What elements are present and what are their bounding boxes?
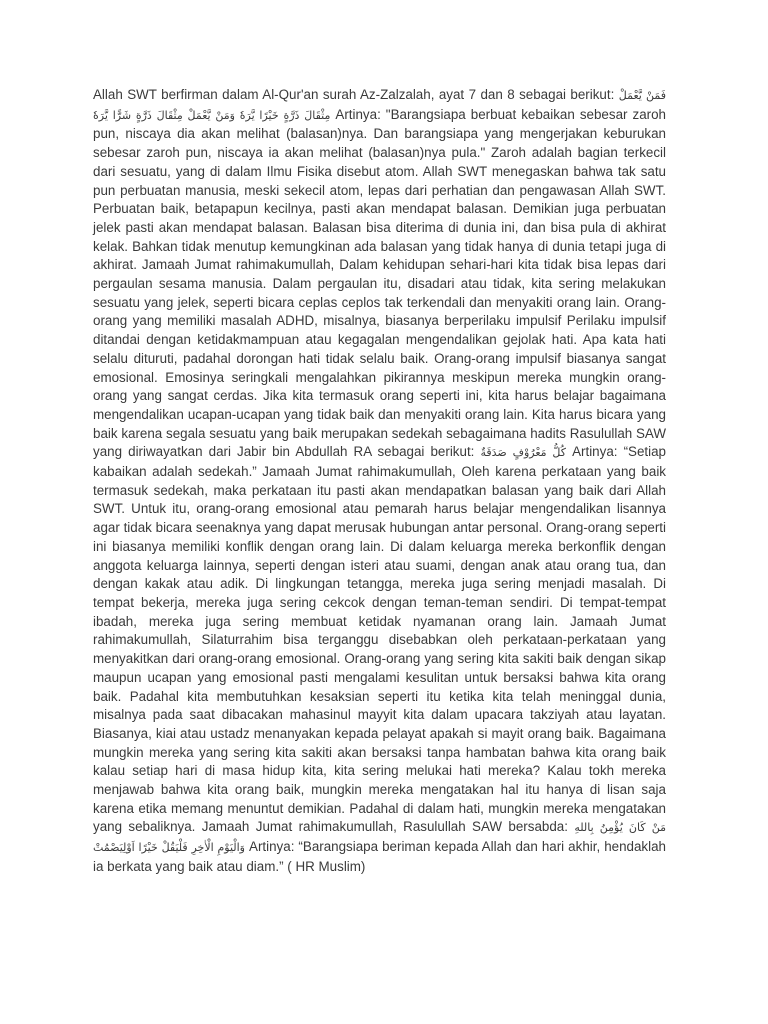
closing-text: Artinya: “Barangsiapa beriman kepada Allah dan hari akhir, hendaklah ia berkata yang baik atau diam.” ( HR Muslim) [93, 839, 666, 874]
hadith-translation-text: Artinya: “Setiap kabaikan adalah sedekah.” Jamaah Jumat rahimakumullah, Oleh karena perkataan yang baik termasuk sedekah, maka perkataan itu pasti akan mendapatkan balasan yang baik dari Allah SWT. Untuk itu, orang-orang emosional atau pemarah harus belajar mengendalikan lisannya agar tidak bicara seenaknya yang dapat merusak hubungan antar personal. Orang-orang seperti ini biasanya memiliki konflik dengan orang lain. Di dalam keluarga mereka berkonflik dengan anggota keluarga lainnya, seperti dengan isteri atau suami, dengan anak atau orang tua, dan dengan kakak atau adik. Di lingkungan tetangga, mereka juga sering menjadi masalah. Di tempat bekerja, mereka juga sering cekcok dengan teman-teman sendiri. Di tempat-tempat ibadah, mereka juga sering membuat ketidak nyamanan orang lain. Jamaah Jumat rahimakumullah, Silaturrahim bisa terganggu disebabkan oleh perkataan-perkataan yang menyakitkan dari orang-orang emosional. Orang-orang yang sering kita sakiti baik dengan sikap maupun ucapan yang emosional pasti mengalami kesulitan untuk bersaksi bahwa kita orang baik. Padahal kita membutuhkan kesaksian seperti itu ketika kita telah meninggal dunia, misalnya pada saat dibacakan mahasinul mayyit kita dalam upacara takziyah atau layatan. Biasanya, kiai atau ustadz menanyakan kepada pelayat apakah si mayit orang baik. Bagaimana mungkin mereka yang sering kita sakiti akan bersaksi tanpa hambatan bahwa kita orang baik kalau setiap hari di masa hidup kita, kita sering melukai hati mereka? Kalau tokh mereka menjawab bahwa kita orang baik, mungkin mereka mengatakan hal itu hanya di lisan saja karena etika memang menuntut demikian. Padahal di dalam hati, mungkin mereka mengatakan yang sebaliknya. Jamaah Jumat rahimakumullah, Rasulullah SAW bersabda: [93, 444, 666, 835]
sermon-paragraph [93, 86, 666, 877]
document-page [93, 86, 666, 877]
arabic-verse-zalzalah: فَمَنْ يَّعْمَلْ مِثْقَالَ ذَرَّةٍ خَيْرًا يَّرَهٗ وَمَنْ يَّعْمَلْ مِثْقَالَ ذَرَّةٍ شَرًّا يَّرَهٗ [93, 89, 666, 122]
verse-translation-text: Artinya: "Barangsiapa berbuat kebaikan sebesar zaroh pun, niscaya dia akan melihat (balasan)nya. Dan barangsiapa yang mengerjakan keburukan sebesar zaroh pun, niscaya ia akan melihat (balasan)nya pula." Zaroh adalah bagian terkecil dari sesuatu, yang di dalam Ilmu Fisika disebut atom. Allah SWT menegaskan bahwa tak satu pun perbuatan manusia, meski sekecil atom, lepas dari perhatian dan pengawasan Allah SWT. Perbuatan baik, betapapun kecilnya, pasti akan mendapat balasan. Demikian juga perbuatan jelek pasti akan mendapat balasan. Balasan bisa diterima di dunia ini, dan bisa pula di akhirat kelak. Bahkan tidak menutup kemungkinan ada balasan yang tidak hanya di dunia tetapi juga di akhirat. Jamaah Jumat rahimakumullah, Dalam kehidupan sehari-hari kita tidak bisa lepas dari pergaulan sesama manusia. Dalam pergaulan itu, disadari atau tidak, kita sering melakukan sesuatu yang jelek, seperti bicara ceplas ceplos tak terkendali dan menyakiti orang lain. Orang-orang yang memiliki masalah ADHD, misalnya, biasanya berperilaku impulsif Perilaku impulsif ditandai dengan ketidakmampuan atau kegagalan mengendalikan gejolak hati. Apa kata hati selalu dituruti, padahal dorongan hati tidak selalu baik. Orang-orang impulsif biasanya sangat emosional. Emosinya seringkali mengalahkan pikirannya meskipun mereka mungkin orang-orang yang sangat cerdas. Jika kita termasuk orang seperti ini, kita harus belajar bagaimana mengendalikan ucapan-ucapan yang tidak baik dan menyakiti orang lain. Kita harus bicara yang baik karena segala sesuatu yang baik merupakan sedekah sebagaimana hadits Rasulullah SAW yang diriwayatkan dari Jabir bin Abdullah RA sebagai berikut: [93, 106, 666, 460]
arabic-hadith-berkata-baik: مَنْ كَانَ يُؤْمِنُ بِاللهِ وَالْيَوْمِ الْاٰخِرِ فَلْيَقُلْ خَيْرًا اَوْلِيَصْمُتْ [93, 821, 666, 855]
intro-text: Allah SWT berfirman dalam Al-Qur'an surah Az-Zalzalah, ayat 7 dan 8 sebagai berikut: [93, 87, 619, 102]
arabic-hadith-sedekah: كُلُّ مَعْرُوْفٍ صَدَقَةٌ [480, 446, 567, 460]
